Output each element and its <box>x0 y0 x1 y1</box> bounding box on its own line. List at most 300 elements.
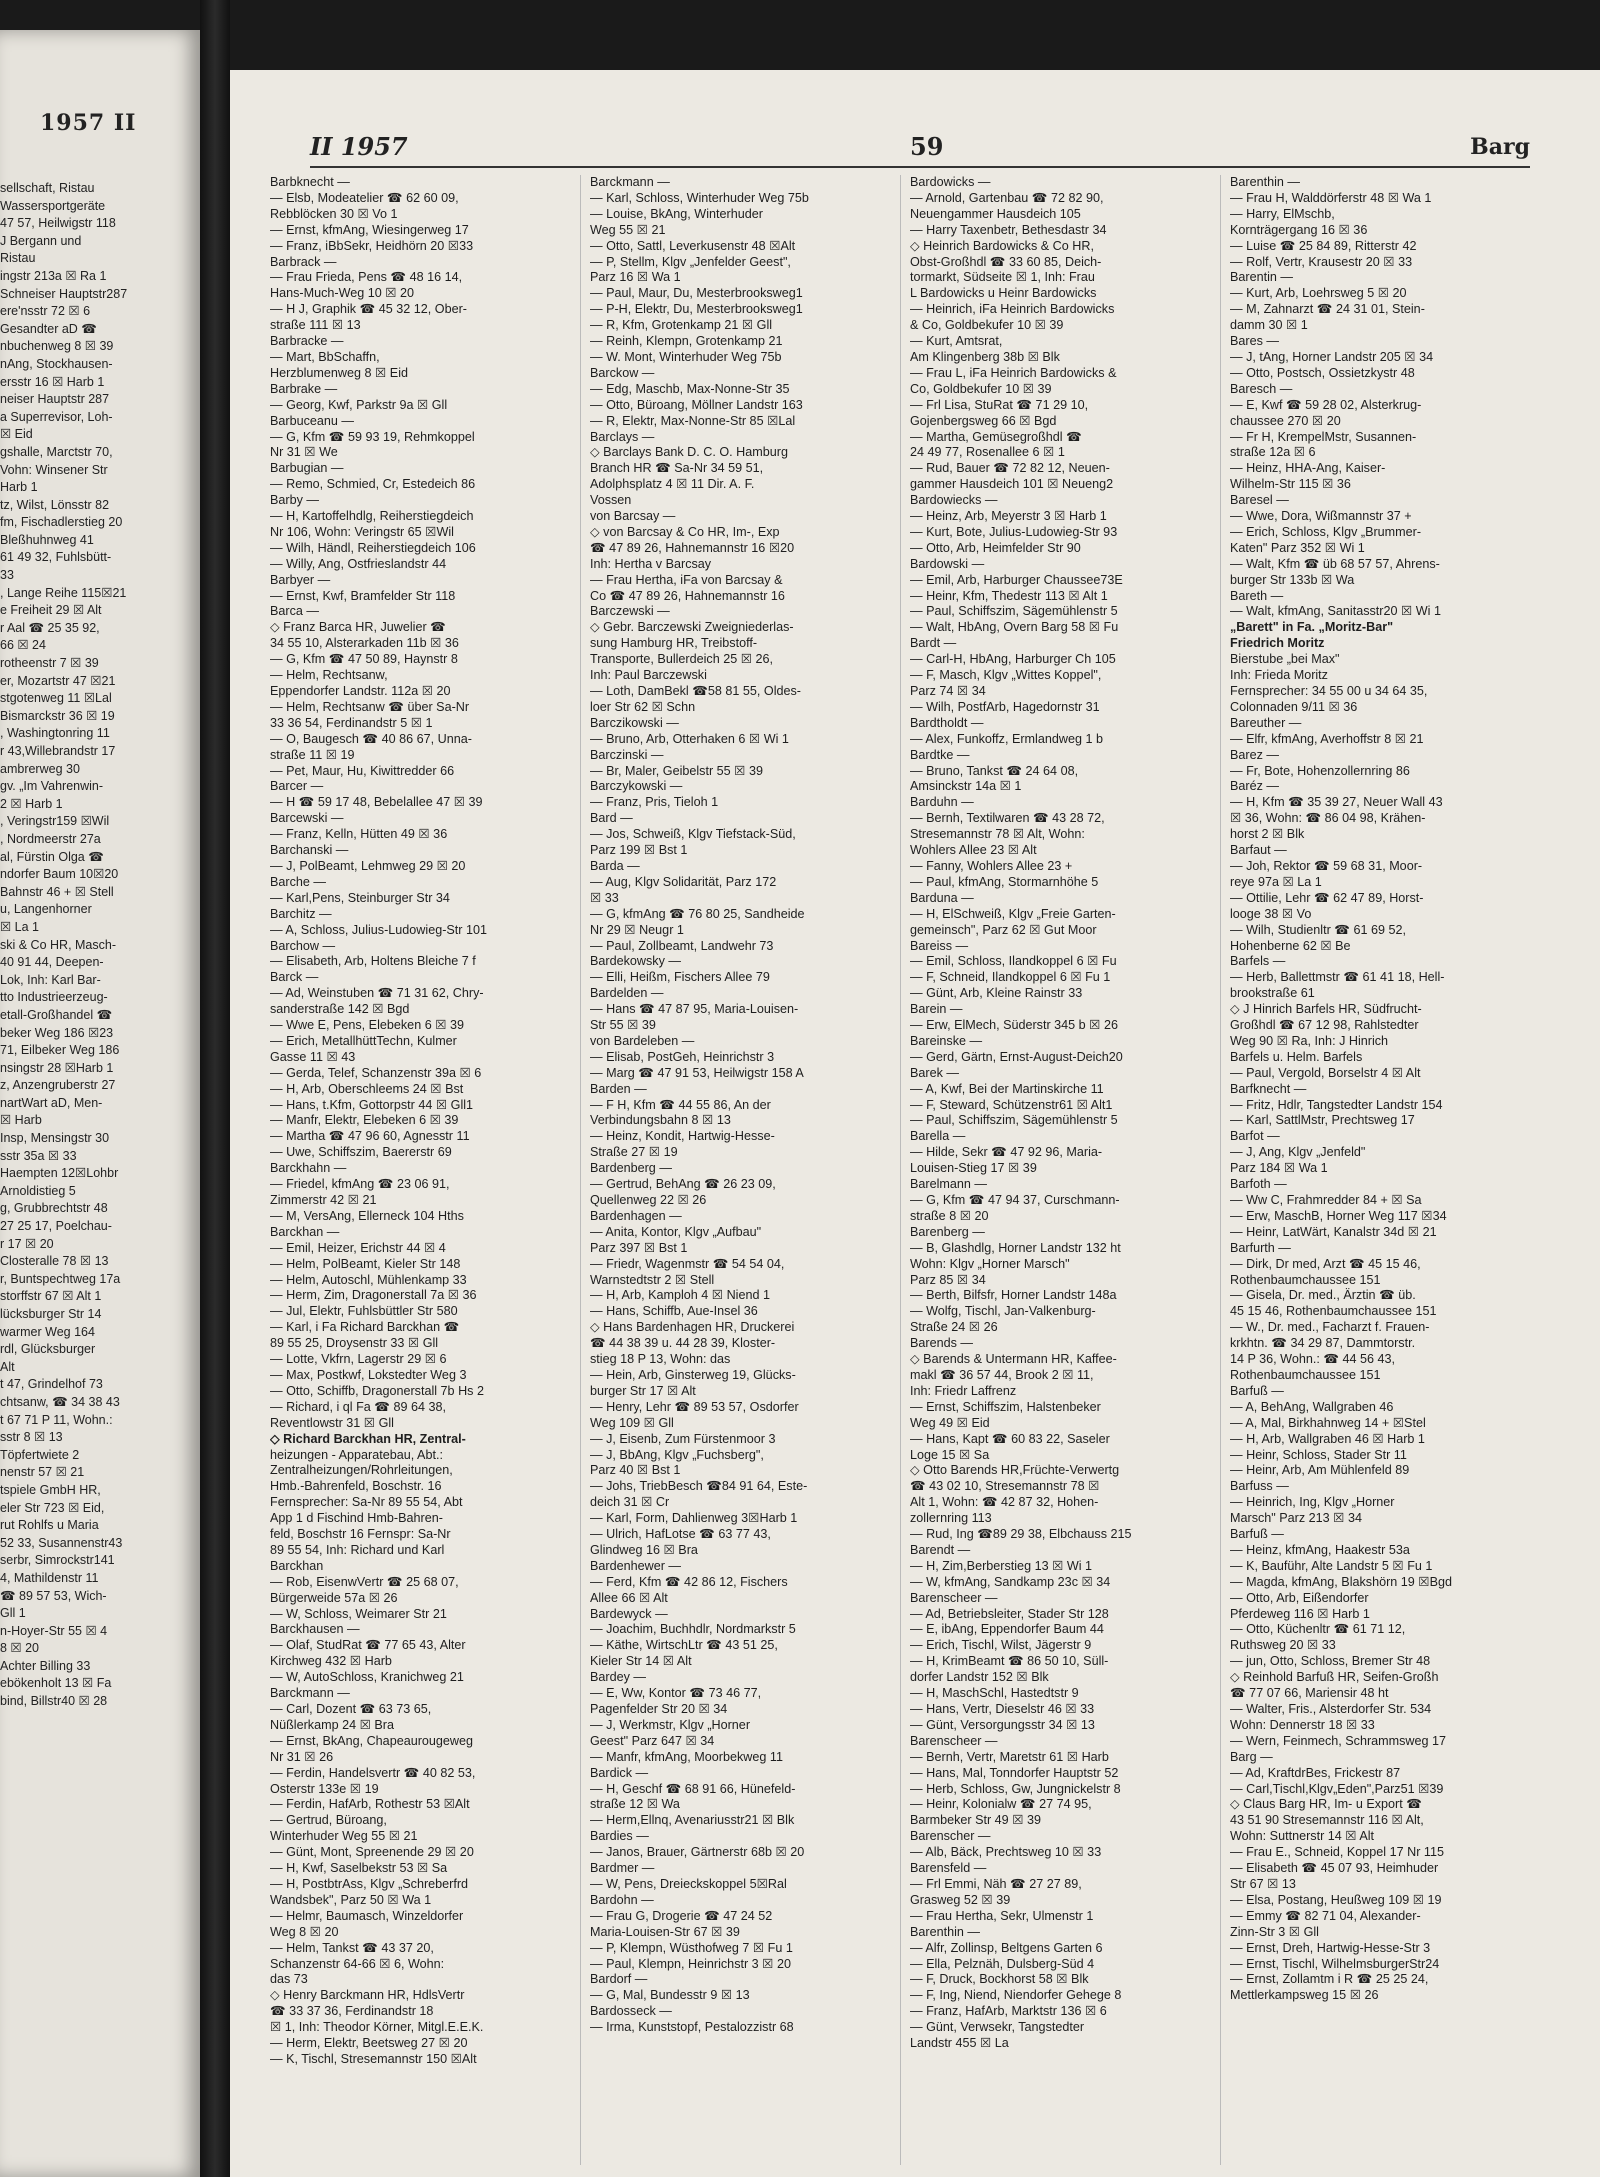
directory-entry-line: — Herm, Zim, Dragonerstall 7a ☒ 36 <box>270 1288 477 1303</box>
directory-entry-line: ◇ Claus Barg HR, Im- u Export ☎ <box>1230 1797 1422 1812</box>
directory-entry-line: Barfurth — <box>1230 1240 1291 1255</box>
directory-entry-line: — Jos, Schweiß, Klgv Tiefstack-Süd, <box>590 827 796 842</box>
directory-entry-line: Barenthin — <box>1230 175 1301 189</box>
directory-entry-line: — Friedr, Wagenmstr ☎ 54 54 04, <box>590 1256 785 1271</box>
page-header-year: II 1957 <box>310 132 408 161</box>
left-page-line: r 17 ☒ 20 <box>0 1236 54 1251</box>
column-divider <box>580 175 581 2165</box>
directory-entry-line: Bardowicks — <box>910 175 991 189</box>
left-page-line: nAng, Stockhausen- <box>0 356 113 371</box>
directory-entry-line: — Hans, Mal, Tonndorfer Hauptstr 52 <box>910 1765 1119 1780</box>
directory-entry-line: — Anita, Kontor, Klgv „Aufbau" <box>590 1224 762 1239</box>
book-gutter <box>200 0 230 2177</box>
directory-entry-line: ◇ Reinhold Barfuß HR, Seifen-Großh <box>1230 1670 1439 1685</box>
left-page-line: Insp, Mensingstr 30 <box>0 1131 110 1146</box>
left-page-line: fm, Fischadlerstieg 20 <box>0 515 123 530</box>
directory-entry-line: makl ☎ 36 57 44, Brook 2 ☒ 11, <box>910 1367 1094 1382</box>
directory-entry-line: — Ferdin, Handelsvertr ☎ 40 82 53, <box>270 1765 476 1780</box>
directory-entry-line: — Emmy ☎ 82 71 04, Alexander- <box>1230 1908 1421 1923</box>
directory-entry-line: Bardosseck — <box>590 2004 672 2019</box>
directory-entry-line: — Kurt, Bote, Julius-Ludowieg-Str 93 <box>910 524 1118 539</box>
left-page-line: J Bergann und <box>0 233 82 248</box>
directory-entry-line: — Otto, Sattl, Leverkusenstr 48 ☒Alt <box>590 238 796 253</box>
directory-entry-line: gemeinsch", Parz 62 ☒ Gut Moor <box>910 922 1097 937</box>
directory-entry-line: Barbracke — <box>270 334 344 349</box>
left-page-line: ambrerweg 30 <box>0 761 80 776</box>
directory-entry-line: — Hans, Schiffb, Aue-Insel 36 <box>590 1304 758 1319</box>
directory-entry-line: Barek — <box>910 1065 959 1080</box>
left-page-line: ☒ La 1 <box>0 919 40 934</box>
directory-entry-line: Nr 106, Wohn: Veringstr 65 ☒Wil <box>270 524 454 539</box>
directory-entry-line: Zinn-Str 3 ☒ Gll <box>1230 1924 1319 1939</box>
directory-entry-line: — F, Masch, Klgv „Wittes Koppel", <box>910 668 1102 683</box>
directory-entry-line: Barckow — <box>590 365 655 380</box>
directory-entry-line: Friedrich Moritz <box>1230 636 1325 651</box>
directory-entry-line: — Elsb, Modeatelier ☎ 62 60 09, <box>270 190 459 205</box>
directory-entry-line: Barca — <box>270 604 319 619</box>
directory-entry-line: straße 111 ☒ 13 <box>270 318 361 333</box>
directory-entry-line: — Heinr, Schloss, Stader Str 11 <box>1230 1447 1407 1462</box>
left-page-line: 66 ☒ 24 <box>0 638 46 653</box>
directory-entry-line: von Barcsay — <box>590 509 676 524</box>
left-page-line: 47 57, Heilwigstr 118 <box>0 216 116 231</box>
directory-entry-line: — F, Steward, Schützenstr61 ☒ Alt1 <box>910 1097 1113 1112</box>
directory-entry-line: ☎ 44 38 39 u. 44 28 39, Kloster- <box>590 1336 776 1351</box>
left-page-line: Harb 1 <box>0 480 38 495</box>
directory-entry-line: — K, Tischl, Stresemannstr 150 ☒Alt <box>270 2051 477 2066</box>
directory-entry-line: das 73 <box>270 1972 308 1987</box>
directory-entry-line: Fernsprecher: 34 55 00 u 34 64 35, <box>1230 684 1428 698</box>
directory-entry-line: — A, Mal, Birkhahnweg 14 + ☒Stel <box>1230 1415 1426 1430</box>
directory-entry-line: — Frau Hertha, Sekr, Ulmenstr 1 <box>910 1908 1094 1923</box>
directory-entry-line: — Franz, Pris, Tieloh 1 <box>590 795 719 810</box>
directory-entry-line: Barenscheer — <box>910 1590 998 1605</box>
directory-entry-line: Nr 29 ☒ Neugr 1 <box>590 922 684 937</box>
directory-entry-line: — Günt, Verwsekr, Tangstedter <box>910 2020 1085 2035</box>
left-page-line: gshalle, Marctstr 70, <box>0 444 113 459</box>
directory-entry-line: Wohn: Dennerstr 18 ☒ 33 <box>1230 1717 1375 1732</box>
directory-entry-line: Allee 66 ☒ Alt <box>590 1590 668 1605</box>
directory-entry-line: Barends — <box>910 1336 973 1351</box>
directory-entry-line: — Elli, Heißm, Fischers Allee 79 <box>590 970 770 985</box>
directory-entry-line: Str 55 ☒ 39 <box>590 1018 656 1033</box>
left-page-line: gv. „Im Vahrenwin- <box>0 779 104 794</box>
directory-entry-line: Baresel — <box>1230 493 1289 508</box>
directory-entry-line: — Dirk, Dr med, Arzt ☎ 45 15 46, <box>1230 1256 1421 1271</box>
directory-entry-line: — Fr, Bote, Hohenzollernring 86 <box>1230 763 1410 778</box>
directory-entry-line: — G, kfmAng ☎ 76 80 25, Sandheide <box>590 906 805 921</box>
directory-entry-line: Str 67 ☒ 13 <box>1230 1876 1296 1891</box>
directory-entry-line: — Günt, Arb, Kleine Rainstr 33 <box>910 986 1083 1001</box>
directory-entry-line: Bareth — <box>1230 588 1284 603</box>
directory-entry-line: — Heinz, Kondit, Hartwig-Hesse- <box>590 1129 775 1144</box>
directory-entry-line: Neuengammer Hausdeich 105 <box>910 206 1081 221</box>
directory-entry-line: — Erich, Tischl, Wilst, Jägerstr 9 <box>910 1638 1092 1653</box>
directory-entry-line: Barchow — <box>270 938 336 953</box>
directory-entry-line: — O, Baugesch ☎ 40 86 67, Unna- <box>270 731 472 746</box>
directory-entry-line: ◇ Gebr. Barczewski Zweigniederlas- <box>590 620 794 635</box>
directory-entry-line: — P-H, Elektr, Du, Mesterbrooksweg1 <box>590 302 803 317</box>
left-page-line: ☒ Eid <box>0 427 33 442</box>
directory-entry-line: — Hans ☎ 47 87 95, Maria-Louisen- <box>590 1002 799 1017</box>
directory-entry-line: — Kurt, Arb, Loehrsweg 5 ☒ 20 <box>1230 286 1407 301</box>
directory-entry-line: — Frau G, Drogerie ☎ 47 24 52 <box>590 1908 773 1923</box>
directory-entry-line: ◇ Franz Barca HR, Juwelier ☎ <box>270 620 446 635</box>
directory-entry-line: — Walt, kfmAng, Sanitasstr20 ☒ Wi 1 <box>1230 604 1441 619</box>
directory-entry-line: & Co, Goldbekufer 10 ☒ 39 <box>910 318 1064 333</box>
directory-entry-line: — Ad, KraftdrBes, Frickestr 87 <box>1230 1765 1401 1780</box>
directory-entry-line: ☒ 33 <box>590 890 619 905</box>
directory-entry-line: — Paul, Maur, Du, Mesterbrooksweg1 <box>590 286 803 301</box>
directory-entry-line: — Heinr, LatWärt, Kanalstr 34d ☒ 21 <box>1230 1224 1437 1239</box>
directory-entry-line: von Bardeleben — <box>590 1033 695 1048</box>
directory-entry-line: — Br, Maler, Geibelstr 55 ☒ 39 <box>590 763 763 778</box>
left-page-text <box>0 180 195 1711</box>
directory-entry-line: — Karl,Pens, Steinburger Str 34 <box>270 890 450 905</box>
directory-entry-line: — H ☎ 59 17 48, Bebelallee 47 ☒ 39 <box>270 795 483 810</box>
directory-entry-line: Barentin — <box>1230 270 1293 285</box>
directory-entry-line: — Georg, Kwf, Parkstr 9a ☒ Gll <box>270 397 448 412</box>
directory-entry-line: Wohn: Klgv „Horner Marsch" <box>910 1256 1070 1271</box>
directory-entry-line: Bardt — <box>910 636 957 651</box>
directory-entry-line: — Elisabeth ☎ 45 07 93, Heimhuder <box>1230 1861 1439 1876</box>
left-page-line: ☎ 89 57 53, Wich- <box>0 1588 107 1603</box>
directory-entry-line: zollernring 113 <box>910 1511 992 1526</box>
directory-entry-line: Barfknecht — <box>1230 1081 1307 1096</box>
directory-entry-line: — Frau L, iFa Heinrich Bardowicks & <box>910 365 1117 380</box>
directory-entry-line: — Wwe, Dora, Wißmannstr 37 + <box>1230 509 1412 524</box>
directory-entry-line: — F, Ing, Niend, Niendorfer Gehege 8 <box>910 1988 1122 2003</box>
directory-entry-line: Barein — <box>910 1002 963 1017</box>
directory-entry-line: ☎ 47 89 26, Hahnemannstr 16 ☒20 <box>590 540 795 555</box>
directory-entry-line: — Helm, PolBeamt, Kieler Str 148 <box>270 1256 461 1271</box>
left-page-line: Wassersportgeräte <box>0 198 106 213</box>
directory-columns <box>270 175 1590 2175</box>
directory-entry-line: Mettlerkampsweg 15 ☒ 26 <box>1230 1988 1379 2003</box>
directory-entry-line: — H, MaschSchl, Hastedtstr 9 <box>910 1686 1079 1701</box>
directory-entry-line: Bares — <box>1230 334 1279 349</box>
directory-entry-line: — Wilh, PostfArb, Hagedornstr 31 <box>910 699 1100 714</box>
directory-entry-line: ☒ 36, Wohn: ☎ 86 04 98, Krähen- <box>1230 811 1426 826</box>
directory-entry-line: Katen" Parz 352 ☒ Wi 1 <box>1230 540 1365 555</box>
directory-entry-line: — Ernst, kfmAng, Wiesingerweg 17 <box>270 222 469 237</box>
directory-column-4 <box>1230 175 1530 2165</box>
directory-entry-line: reye 97a ☒ La 1 <box>1230 874 1322 889</box>
directory-entry-line: — Frau E., Schneid, Koppel 17 Nr 115 <box>1230 1845 1444 1860</box>
column-divider <box>900 175 901 2165</box>
directory-entry-line: Hohenberne 62 ☒ Be <box>1230 938 1351 953</box>
directory-entry-line: — Paul, Schiffszim, Sägemühlenstr 5 <box>910 1113 1118 1128</box>
directory-entry-line: Kieler Str 14 ☒ Alt <box>590 1654 692 1669</box>
directory-entry-line: — Ella, Pelznäh, Dulsberg-Süd 4 <box>910 1956 1095 1971</box>
directory-entry-line: — Paul, kfmAng, Stormarnhöhe 5 <box>910 874 1099 889</box>
directory-entry-line: — M, Zahnarzt ☎ 24 31 01, Stein- <box>1230 302 1425 317</box>
directory-entry-line: Warnstedtstr 2 ☒ Stell <box>590 1272 715 1287</box>
directory-entry-line: — Ernst, Schiffszim, Halstenbeker <box>910 1399 1101 1414</box>
directory-entry-line: — Elisab, PostGeh, Heinrichstr 3 <box>590 1049 775 1064</box>
directory-entry-line: — Elisabeth, Arb, Holtens Bleiche 7 f <box>270 954 476 969</box>
directory-entry-line: Weg 90 ☒ Ra, Inh: J Hinrich <box>1230 1033 1389 1048</box>
directory-entry-line: — Erich, MetallhüttTechn, Kulmer <box>270 1033 457 1048</box>
left-page-line: n-Hoyer-Str 55 ☒ 4 <box>0 1623 108 1638</box>
directory-entry-line: Straße 24 ☒ 26 <box>910 1320 998 1335</box>
directory-entry-line: — B, Glashdlg, Horner Landstr 132 ht <box>910 1240 1121 1255</box>
directory-entry-line: straße 12a ☒ 6 <box>1230 445 1316 460</box>
directory-entry-line: Parz 397 ☒ Bst 1 <box>590 1240 688 1255</box>
directory-entry-line: Inh: Paul Barczewski <box>590 668 707 683</box>
directory-entry-line: Barczinski — <box>590 747 664 762</box>
directory-entry-line: Schanzenstr 64-66 ☒ 6, Wohn: <box>270 1956 445 1971</box>
directory-entry-line: — Henry, Lehr ☎ 89 53 57, Osdorfer <box>590 1399 799 1414</box>
left-page-line: t 47, Grindelhof 73 <box>0 1377 103 1392</box>
directory-entry-line: Barfels u. Helm. Barfels <box>1230 1049 1363 1064</box>
directory-entry-line: 45 15 46, Rothenbaumchaussee 151 <box>1230 1304 1437 1319</box>
directory-entry-line: Weg 55 ☒ 21 <box>590 222 666 237</box>
directory-entry-line: — Gisela, Dr. med., Ärztin ☎ üb. <box>1230 1288 1416 1303</box>
left-page-line: Arnoldistieg 5 <box>0 1183 76 1198</box>
left-page-line: , Veringstr159 ☒Wil <box>0 814 110 829</box>
left-page-header: 1957 II <box>40 110 137 136</box>
directory-entry-line: Bardenhagen — <box>590 1208 682 1223</box>
directory-entry-line: ◇ Barclays Bank D. C. O. Hamburg <box>590 445 788 460</box>
directory-entry-line: — H, Geschf ☎ 68 91 66, Hünefeld- <box>590 1781 796 1796</box>
directory-entry-line: Ruthsweg 20 ☒ 33 <box>1230 1638 1336 1653</box>
directory-entry-line: — G, Kfm ☎ 47 94 37, Curschmann- <box>910 1193 1120 1207</box>
directory-entry-line: — Ottilie, Lehr ☎ 62 47 89, Horst- <box>1230 890 1424 905</box>
directory-entry-line: — Otto, Postsch, Ossietzkystr 48 <box>1230 365 1415 380</box>
directory-entry-line: — Arnold, Gartenbau ☎ 72 82 90, <box>910 190 1104 205</box>
directory-entry-line: — H, Zim,Berberstieg 13 ☒ Wi 1 <box>910 1558 1093 1573</box>
directory-entry-line: Nüßlerkamp 24 ☒ Bra <box>270 1717 394 1732</box>
directory-entry-line: — Uwe, Schiffszim, Baererstr 69 <box>270 1145 452 1160</box>
directory-entry-line: — Marg ☎ 47 91 53, Heilwigstr 158 A <box>590 1065 804 1080</box>
directory-entry-line: — Martha ☎ 47 96 60, Agnesstr 11 <box>270 1129 470 1144</box>
left-page-line: tto Industrieerzeug- <box>0 990 108 1005</box>
directory-entry-line: — Ernst, Dreh, Hartwig-Hesse-Str 3 <box>1230 1940 1431 1955</box>
directory-entry-line: — Frau Hertha, iFa von Barcsay & <box>590 572 783 587</box>
directory-entry-line: Barez — <box>1230 747 1279 762</box>
directory-entry-line: Fernsprecher: Sa-Nr 89 55 54, Abt <box>270 1495 463 1510</box>
directory-entry-line: — Joachim, Buchhdlr, Nordmarkstr 5 <box>590 1622 796 1637</box>
left-page-line: eler Str 723 ☒ Eid, <box>0 1500 105 1515</box>
left-page-line: 52 33, Susannenstr43 <box>0 1535 123 1550</box>
directory-entry-line: — Heinrich, Ing, Klgv „Horner <box>1230 1495 1395 1510</box>
directory-entry-line: Adolphsplatz 4 ☒ 11 Dir. A. F. <box>590 477 755 492</box>
directory-entry-line: — Martha, Gemüsegroßhdl ☎ <box>910 429 1082 444</box>
left-page-line: serbr, Simrockstr141 <box>0 1553 115 1568</box>
directory-entry-line: Barda — <box>590 858 640 873</box>
left-page-line: etall-Großhandel ☎ <box>0 1007 113 1022</box>
directory-entry-line: — J, Werkmstr, Klgv „Horner <box>590 1717 751 1732</box>
directory-entry-line: tormarkt, Südseite ☒ 1, Inh: Frau <box>910 270 1095 285</box>
directory-entry-line: — Janos, Brauer, Gärtnerstr 68b ☒ 20 <box>590 1845 805 1860</box>
page-header <box>310 132 1530 168</box>
left-page-line: sstr 8 ☒ 13 <box>0 1430 63 1445</box>
directory-entry-line: — Richard, i ql Fa ☎ 89 64 38, <box>270 1399 446 1414</box>
directory-entry-line: — Emil, Schloss, Ilandkoppel 6 ☒ Fu <box>910 954 1117 969</box>
directory-entry-line: Bardick — <box>590 1765 649 1780</box>
directory-entry-line: — Helm, Rechtsanw ☎ über Sa-Nr <box>270 699 470 714</box>
directory-entry-line: — Wwe E, Pens, Elebeken 6 ☒ 39 <box>270 1018 464 1033</box>
directory-entry-line: Barbknecht — <box>270 175 350 189</box>
directory-entry-line: Rothenbaumchaussee 151 <box>1230 1272 1381 1287</box>
directory-entry-line: — Helmr, Baumasch, Winzeldorfer <box>270 1908 464 1923</box>
directory-entry-line: — P, Klempn, Wüsthofweg 7 ☒ Fu 1 <box>590 1940 793 1955</box>
directory-entry-line: Barckhan — <box>270 1224 340 1239</box>
left-page-line: Bismarckstr 36 ☒ 19 <box>0 708 115 723</box>
directory-entry-line: — W. Mont, Winterhuder Weg 75b <box>590 349 782 364</box>
directory-entry-line: — Fanny, Wohlers Allee 23 + <box>910 858 1073 873</box>
directory-entry-line: Parz 184 ☒ Wa 1 <box>1230 1161 1328 1176</box>
directory-entry-line: Verbindungsbahn 8 ☒ 13 <box>590 1113 731 1128</box>
directory-entry-line: Großhdl ☎ 67 12 98, Rahlstedter <box>1230 1018 1419 1033</box>
directory-entry-line: — J, BbAng, Klgv „Fuchsberg", <box>590 1447 764 1462</box>
directory-entry-line: — Günt, Versorgungsstr 34 ☒ 13 <box>910 1717 1095 1732</box>
directory-entry-line: Barczewski — <box>590 604 670 619</box>
directory-entry-line: Herzblumenweg 8 ☒ Eid <box>270 365 408 380</box>
directory-entry-line: Zentralheizungen/Rohrleitungen, <box>270 1463 453 1478</box>
directory-entry-line: Bardekowsky — <box>590 954 681 969</box>
left-page-line: sstr 35a ☒ 33 <box>0 1148 77 1163</box>
directory-entry-line: — Elfr, kfmAng, Averhoffstr 8 ☒ 21 <box>1230 731 1424 746</box>
left-page-line: ndorfer Baum 10☒20 <box>0 867 119 882</box>
directory-entry-line: ☒ 1, Inh: Theodor Körner, Mitgl.E.E.K. <box>270 2020 484 2035</box>
directory-entry-line: — Harry Taxenbetr, Bethesdastr 34 <box>910 222 1107 237</box>
left-page-line: nartWart aD, Men- <box>0 1095 103 1110</box>
directory-entry-line: — Hans, t.Kfm, Gottorpstr 44 ☒ Gll1 <box>270 1097 474 1112</box>
directory-entry-line: Barckmann — <box>270 1686 350 1701</box>
left-page-line: warmer Weg 164 <box>0 1324 95 1339</box>
left-page-line: r, Buntspechtweg 17a <box>0 1271 121 1286</box>
directory-entry-line: — Herm, Elektr, Beetsweg 27 ☒ 20 <box>270 2036 468 2051</box>
directory-entry-line: — Manfr, kfmAng, Moorbekweg 11 <box>590 1749 783 1764</box>
directory-entry-line: — Herb, Schloss, Gw, Jungnickelstr 8 <box>910 1781 1121 1796</box>
directory-entry-line: Bürgerweide 57a ☒ 26 <box>270 1590 398 1605</box>
left-page-line: Bleßhuhnweg 41 <box>0 532 94 547</box>
directory-entry-line: — Carl-H, HbAng, Harburger Ch 105 <box>910 652 1116 667</box>
left-page-line: ebökenholt 13 ☒ Fa <box>0 1676 112 1691</box>
directory-entry-line: — Kurt, Amtsrat, <box>910 334 1003 349</box>
directory-entry-line: — Wilh, Studienltr ☎ 61 69 52, <box>1230 922 1406 937</box>
directory-entry-line: Inh: Frieda Moritz <box>1230 668 1328 683</box>
directory-entry-line: — Willy, Ang, Ostfrieslandstr 44 <box>270 556 447 571</box>
directory-entry-line: — Rolf, Vertr, Krausestr 20 ☒ 33 <box>1230 254 1413 269</box>
directory-entry-line: — Herb, Ballettmstr ☎ 61 41 18, Hell- <box>1230 970 1445 985</box>
directory-entry-line: Glindweg 16 ☒ Bra <box>590 1542 698 1557</box>
directory-entry-line: — Ww C, Frahmredder 84 + ☒ Sa <box>1230 1193 1422 1207</box>
directory-entry-line: — P, Stellm, Klgv „Jenfelder Geest", <box>590 254 791 269</box>
directory-entry-line: Wilhelm-Str 115 ☒ 36 <box>1230 477 1351 492</box>
directory-entry-line: — A, Kwf, Bei der Martinskirche 11 <box>910 1081 1104 1096</box>
left-page-line: , Nordmeerstr 27a <box>0 831 101 846</box>
directory-entry-line: Barelmann — <box>910 1177 987 1192</box>
directory-entry-line: — H, KrimBeamt ☎ 86 50 10, Süll- <box>910 1654 1109 1669</box>
directory-entry-line: Barensfeld — <box>910 1861 987 1876</box>
directory-entry-line: Parz 16 ☒ Wa 1 <box>590 270 681 285</box>
directory-entry-line: Barclays — <box>590 429 655 444</box>
directory-entry-line: ☎ 33 37 36, Ferdinandstr 18 <box>270 2004 434 2019</box>
directory-entry-line: — H, Arb, Oberschleems 24 ☒ Bst <box>270 1081 464 1096</box>
directory-entry-line: Bardelden — <box>590 986 664 1001</box>
directory-entry-line: ◇ Barends & Untermann HR, Kaffee- <box>910 1352 1117 1367</box>
directory-entry-line: — Otto, Schiffb, Dragonerstall 7b Hs 2 <box>270 1383 484 1398</box>
left-page-line: tspiele GmbH HR, <box>0 1482 101 1497</box>
left-page-line: nenstr 57 ☒ 21 <box>0 1465 85 1480</box>
directory-entry-line: — Luise ☎ 25 84 89, Ritterstr 42 <box>1230 238 1417 253</box>
directory-entry-line: — Harry, ElMschb, <box>1230 206 1335 221</box>
directory-entry-line: — Heinz, Arb, Meyerstr 3 ☒ Harb 1 <box>910 509 1107 524</box>
directory-entry-line: Weg 8 ☒ 20 <box>270 1924 339 1939</box>
directory-entry-line: — Käthe, WirtschLtr ☎ 43 51 25, <box>590 1638 778 1653</box>
directory-entry-line: ◇ Hans Bardenhagen HR, Druckerei <box>590 1320 795 1335</box>
directory-entry-line: — W, Schloss, Weimarer Str 21 <box>270 1606 447 1621</box>
directory-column-3 <box>910 175 1210 2165</box>
left-page-line: ingstr 213a ☒ Ra 1 <box>0 268 107 283</box>
directory-entry-line: 89 55 25, Droysenstr 33 ☒ Gll <box>270 1336 439 1351</box>
directory-entry-line: ☎ 43 02 10, Stresemannstr 78 ☒ <box>910 1479 1100 1494</box>
directory-entry-line: Barg — <box>1230 1749 1273 1764</box>
directory-entry-line: — Frl Emmi, Näh ☎ 27 27 89, <box>910 1876 1082 1891</box>
directory-entry-line: Wandsbek", Parz 50 ☒ Wa 1 <box>270 1892 432 1907</box>
directory-entry-line: — Walt, Kfm ☎ üb 68 57 57, Ahrens- <box>1230 556 1440 571</box>
directory-entry-line: — Franz, Kelln, Hütten 49 ☒ 36 <box>270 827 448 842</box>
directory-entry-line: Barenthin — <box>910 1924 981 1939</box>
directory-entry-line: ◇ Richard Barckhan HR, Zentral- <box>270 1431 466 1446</box>
directory-entry-line: Alt 1, Wohn: ☎ 42 87 32, Hohen- <box>910 1495 1099 1510</box>
directory-entry-line: — Pet, Maur, Hu, Kiwittredder 66 <box>270 763 455 778</box>
directory-entry-line: Barfuß — <box>1230 1527 1284 1542</box>
directory-entry-line: Barche — <box>270 874 326 889</box>
left-page-line: chtsanw, ☎ 34 38 43 <box>0 1394 120 1409</box>
directory-entry-line: — Walter, Fris., Alsterdorfer Str. 534 <box>1230 1702 1432 1716</box>
directory-entry-line: Barfoth — <box>1230 1177 1287 1192</box>
directory-entry-line: — G, Kfm ☎ 59 93 19, Rehmkoppel <box>270 429 475 444</box>
directory-entry-line: — Emil, Heizer, Erichstr 44 ☒ 4 <box>270 1240 446 1255</box>
directory-entry-line: Baréz — <box>1230 779 1279 794</box>
directory-entry-line: Zimmerstr 42 ☒ 21 <box>270 1193 377 1207</box>
directory-entry-line: Rothenbaumchaussee 151 <box>1230 1367 1381 1382</box>
directory-entry-line: — Alfr, Zollinsp, Beltgens Garten 6 <box>910 1940 1103 1955</box>
left-page-line: 2 ☒ Harb 1 <box>0 796 63 811</box>
directory-entry-line: — W, kfmAng, Sandkamp 23c ☒ 34 <box>910 1574 1111 1589</box>
directory-entry-line: burger Str 17 ☒ Alt <box>590 1383 696 1398</box>
directory-entry-line: Rebblöcken 30 ☒ Vo 1 <box>270 206 398 221</box>
directory-entry-line: — Bruno, Arb, Otterhaken 6 ☒ Wi 1 <box>590 731 789 746</box>
directory-entry-line: — Paul, Schiffszim, Sägemühlenstr 5 <box>910 604 1118 619</box>
left-page-line: 33 <box>0 568 14 583</box>
directory-entry-line: Bardewyck — <box>590 1606 668 1621</box>
directory-entry-line: Barenscher — <box>910 1829 991 1844</box>
page-number: 59 <box>910 132 944 161</box>
directory-entry-line: — Franz, HafArb, Marktstr 136 ☒ 6 <box>910 2004 1107 2019</box>
directory-entry-line: — F, Schneid, Ilandkoppel 6 ☒ Fu 1 <box>910 970 1111 985</box>
directory-entry-line: Barfuss — <box>1230 1479 1289 1494</box>
directory-entry-line: Bard — <box>590 811 633 826</box>
directory-entry-line: Barbuceanu — <box>270 413 355 428</box>
directory-entry-line: — Rud, Ing ☎89 29 38, Elbchauss 215 <box>910 1527 1132 1542</box>
directory-entry-line: Nr 31 ☒ 26 <box>270 1749 334 1764</box>
directory-entry-line: — Rob, EisenwVertr ☎ 25 68 07, <box>270 1574 459 1589</box>
directory-entry-line: Barby — <box>270 493 319 508</box>
page-header-keyword: Barg <box>1470 134 1530 160</box>
directory-entry-line: — Heinz, HHA-Ang, Kaiser- <box>1230 461 1386 476</box>
directory-entry-line: Barbrake — <box>270 381 338 396</box>
left-page-line: Töpfertwiete 2 <box>0 1447 80 1462</box>
directory-entry-line: — Heinr, Kfm, Thedestr 113 ☒ Alt 1 <box>910 588 1108 603</box>
directory-entry-line: Vossen <box>590 493 632 508</box>
directory-entry-line: — Erich, Schloss, Klgv „Brummer- <box>1230 524 1422 539</box>
directory-entry-line: Barfot — <box>1230 1129 1280 1144</box>
